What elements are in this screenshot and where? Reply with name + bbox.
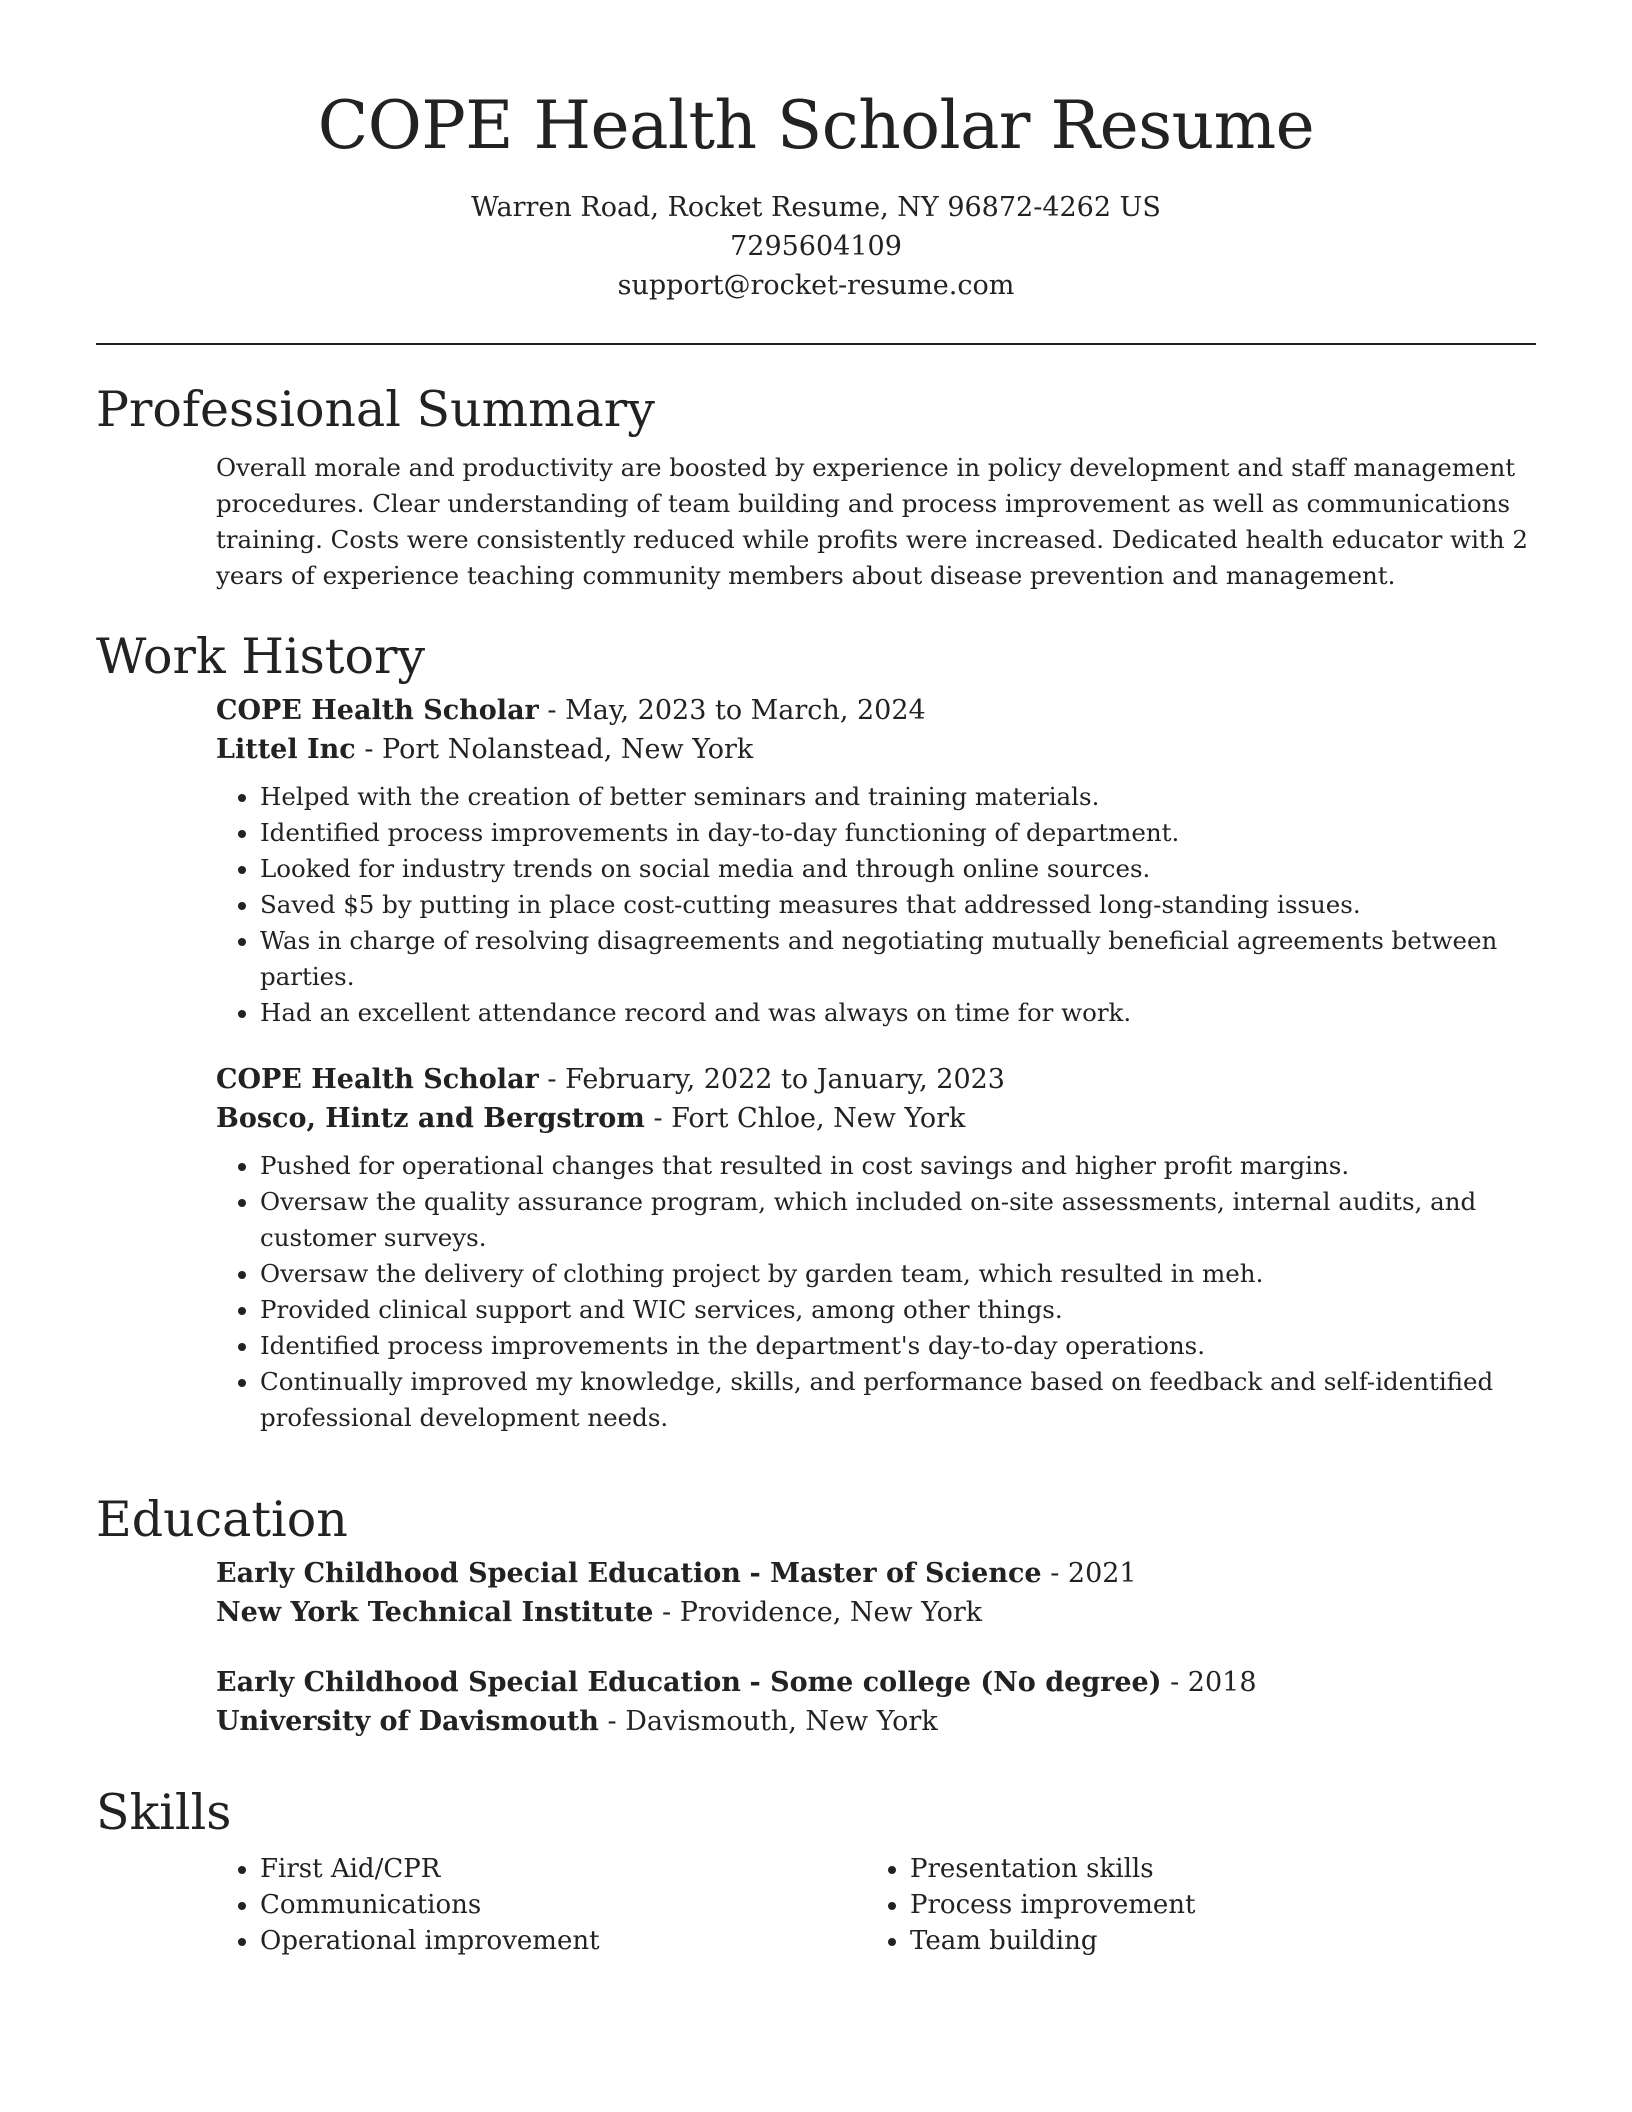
job-title: COPE Health Scholar (216, 1064, 539, 1095)
contact-block (96, 188, 1536, 305)
list-item: • Was in charge of resolving disagreements and negotiating mutually beneficial agreements between parties. (260, 923, 1536, 995)
contact-email: support@rocket-resume.com (617, 270, 1015, 301)
education-entry (216, 1554, 1536, 1632)
job-entry (216, 1060, 1536, 1436)
job-title-line (216, 1060, 1536, 1099)
contact-phone: 7295604109 (730, 231, 902, 262)
summary-section (96, 380, 1536, 594)
list-item: • Saved $5 by putting in place cost-cutting measures that addressed long-standing issues. (260, 887, 1536, 923)
resume-header (96, 0, 1536, 345)
skills-section (96, 1783, 1536, 1959)
job-entry (216, 691, 1536, 1031)
education-school-line (216, 1702, 1536, 1741)
summary-text: Overall morale and productivity are boosted by experience in policy development and staff management procedures. Clear understanding of team building and process improvement as well as communications training. Costs were consistently reduced while profits were increased. Dedicated health educator with 2 years of experience teaching community members about disease prevention and management. (216, 453, 1528, 590)
skill-item: • Operational improvement (260, 1923, 866, 1959)
job-location: - Fort Chloe, New York (653, 1103, 966, 1134)
job-dates: - May, 2023 to March, 2024 (547, 695, 926, 726)
education-degree-line (216, 1663, 1536, 1702)
skill-item: • Process improvement (910, 1887, 1516, 1923)
education-degree: - Some college (No degree) (749, 1667, 1162, 1698)
resume-title: COPE Health Scholar Resume (317, 87, 1315, 164)
list-item: • Oversaw the delivery of clothing project by garden team, which resulted in meh. (260, 1256, 1536, 1292)
work-history-heading: Work History (96, 628, 426, 685)
education-heading: Education (96, 1491, 348, 1548)
education-degree: - Master of Science (749, 1558, 1042, 1589)
education-year: - 2018 (1170, 1667, 1257, 1698)
education-year: - 2021 (1050, 1558, 1137, 1589)
job-bullets (216, 1148, 1536, 1436)
list-item: • Looked for industry trends on social media and through online sources. (260, 851, 1536, 887)
education-location: - Davismouth, New York (607, 1706, 938, 1737)
list-item: • Identified process improvements in day-to-day functioning of department. (260, 815, 1536, 851)
skills-list-left (216, 1851, 866, 1959)
job-title-line (216, 691, 1536, 730)
education-field: Early Childhood Special Education (216, 1558, 741, 1589)
job-dates: - February, 2022 to January, 2023 (547, 1064, 1005, 1095)
skill-item: • Communications (260, 1887, 866, 1923)
education-school-line (216, 1593, 1536, 1632)
skills-grid (216, 1851, 1536, 1959)
skills-list-right (866, 1851, 1516, 1959)
job-title: COPE Health Scholar (216, 695, 539, 726)
job-company: Bosco, Hintz and Bergstrom (216, 1103, 645, 1134)
work-history-section (96, 627, 1536, 1436)
summary-heading: Professional Summary (96, 381, 655, 438)
contact-address: Warren Road, Rocket Resume, NY 96872-4262 US (471, 192, 1161, 223)
list-item: • Continually improved my knowledge, skills, and performance based on feedback and self-identified professional development needs. (260, 1364, 1536, 1436)
skills-heading: Skills (96, 1784, 232, 1841)
resume-page (96, 0, 1536, 1956)
education-section (96, 1490, 1536, 1741)
header-divider (96, 343, 1536, 345)
education-entry (216, 1663, 1536, 1741)
skill-item: • Team building (910, 1923, 1516, 1959)
education-school: New York Technical Institute (216, 1597, 654, 1628)
list-item: • Had an excellent attendance record and was always on time for work. (260, 995, 1536, 1031)
skill-item: • First Aid/CPR (260, 1851, 866, 1887)
job-company: Littel Inc (216, 734, 356, 765)
skills-column-left (216, 1851, 866, 1959)
skill-item: • Presentation skills (910, 1851, 1516, 1887)
education-degree-line (216, 1554, 1536, 1593)
list-item: • Identified process improvements in the department's day-to-day operations. (260, 1328, 1536, 1364)
list-item: • Oversaw the quality assurance program, which included on-site assessments, internal audits, and customer surveys. (260, 1184, 1536, 1256)
education-field: Early Childhood Special Education (216, 1667, 741, 1698)
skills-column-right (866, 1851, 1516, 1959)
job-bullets (216, 779, 1536, 1031)
job-location: - Port Nolanstead, New York (364, 734, 754, 765)
education-location: - Providence, New York (662, 1597, 983, 1628)
list-item: • Pushed for operational changes that resulted in cost savings and higher profit margins. (260, 1148, 1536, 1184)
job-company-line (216, 1099, 1536, 1138)
list-item: • Provided clinical support and WIC services, among other things. (260, 1292, 1536, 1328)
job-company-line (216, 730, 1536, 769)
education-school: University of Davismouth (216, 1706, 599, 1737)
list-item: • Helped with the creation of better seminars and training materials. (260, 779, 1536, 815)
